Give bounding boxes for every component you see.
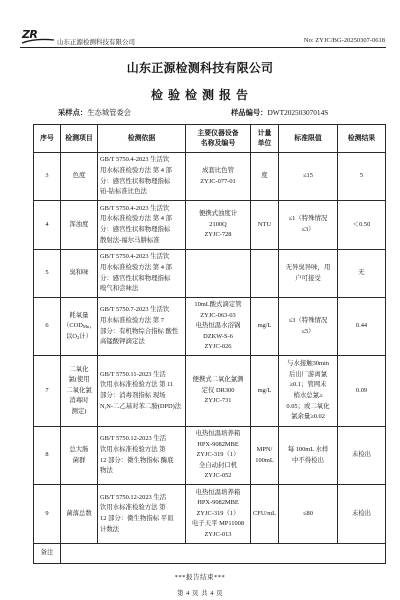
cell-line: ≤3（特殊情况 <box>288 316 328 324</box>
cell-line: 用水标准检验方法 第 4 部 <box>100 215 172 223</box>
cell-line: HPX-9082MBE <box>197 499 239 507</box>
cell-line: 电热恒温水浴锅 <box>195 322 241 330</box>
cell-limit <box>279 153 338 201</box>
subscript-text: Mn <box>82 324 90 330</box>
cell-test-item <box>61 427 98 485</box>
header-divider <box>20 47 386 48</box>
cell-limit <box>279 356 338 427</box>
cell-line: ≤3） <box>301 226 315 233</box>
cell-unit <box>251 298 279 356</box>
text-segment: 以O <box>65 332 77 340</box>
cell-line: 氯余量≥0.02 <box>291 413 325 421</box>
cell-test-method <box>98 250 186 298</box>
cell-serial-no <box>34 427 61 485</box>
cell-line: ZYJC-052 <box>204 472 232 480</box>
cell-line: 0.05；或二氧化 <box>286 402 330 410</box>
cell-line: 5 <box>45 269 49 277</box>
cell-line: 7 <box>45 386 49 394</box>
cell-line: 饮用水标准检验方法 第 11 <box>100 381 174 389</box>
cell-line: 铂-钴标准比色法 <box>100 188 147 196</box>
cell-serial-no <box>34 485 61 544</box>
cell-unit <box>251 356 279 427</box>
table-row <box>34 427 386 485</box>
cell-line: 便携式浊度计 <box>198 210 238 218</box>
cell-line: 后出厂游离氯 <box>288 370 328 378</box>
cell-line: 3 <box>45 172 49 180</box>
column-header-result <box>338 125 386 153</box>
table-row <box>34 298 386 356</box>
cell-line: ≤80 <box>303 509 313 517</box>
cell-line: CFU/mL <box>253 509 277 517</box>
cell-test-item <box>61 201 98 250</box>
cell-unit <box>251 427 279 485</box>
cell-line: 户可接受 <box>295 274 321 282</box>
cell-line: 检测项目 <box>65 134 93 142</box>
cell-line: ZYJC-013 <box>204 530 232 538</box>
cell-line: 分：感官性状和物理指标 <box>100 177 171 185</box>
cell-line: 消毒时 <box>69 397 89 405</box>
cell-line: 浑浊度 <box>69 220 89 228</box>
cell-limit <box>279 201 338 250</box>
cell-line: 中不得检出 <box>292 456 324 464</box>
cell-unit <box>251 250 279 298</box>
cell-instrument <box>186 153 251 201</box>
sampling-point-label: 采样点： <box>58 108 88 117</box>
table-row <box>34 356 386 427</box>
cell-line: 梢水总氯≥ <box>293 392 323 399</box>
sample-number-value: DWT20250307014S <box>267 108 329 117</box>
cell-limit <box>279 298 338 356</box>
cell-line: 2100Q <box>209 220 227 228</box>
logo-swoosh-icon <box>21 37 55 45</box>
cell-line: ≥0.1；管网末 <box>289 381 327 389</box>
cell-serial-no <box>34 356 61 427</box>
cell-line: 主要仪器设备 <box>197 129 239 137</box>
cell-test-item <box>61 153 98 201</box>
cell-line: 测定) <box>71 407 87 415</box>
cell-line: 高锰酸钾滴定法 <box>100 338 145 346</box>
cell-line: GB/T 5750.4-2023 生活饮 <box>100 204 170 212</box>
cell-line: 电热恒温培养箱 <box>195 430 241 438</box>
cell-line: 用水标准检验方法 第 7 <box>100 316 164 324</box>
cell-test-method <box>98 201 186 250</box>
cell-line: 与水接触30min <box>287 360 329 368</box>
sample-number-label: 样品编号： <box>231 108 268 117</box>
cell-line: 全自动封口机 <box>198 461 238 469</box>
cell-line: ≤5） <box>301 327 315 335</box>
cell-line: 菌群 <box>72 456 86 464</box>
cell-instrument <box>186 356 251 427</box>
sampling-point <box>58 108 131 118</box>
column-header-instrument <box>186 125 251 153</box>
cell-line: NTU <box>257 220 272 228</box>
table-header-row <box>34 125 386 153</box>
table-body <box>34 153 386 564</box>
cell-result <box>338 250 386 298</box>
cell-line: 二氧化 <box>69 365 89 373</box>
cell-line: 物法 <box>100 467 113 475</box>
remarks-value <box>61 544 386 564</box>
cell-line: GB/T 5750.7-2023 生活饮 <box>100 306 170 314</box>
cell-line: ＜0.50 <box>352 220 371 228</box>
cell-line: ZYJC-319（1） <box>196 509 240 517</box>
cell-serial-no <box>34 153 61 201</box>
report-end-mark: ***报告结束*** <box>174 574 226 581</box>
cell-test-method <box>98 356 186 427</box>
cell-instrument <box>186 250 251 298</box>
cell-line: 检测结果 <box>347 134 376 142</box>
cell-line: 8 <box>45 451 49 459</box>
text-segment: （COD <box>63 322 83 330</box>
cell-test-item <box>61 298 98 356</box>
cell-line: 耗氧量 <box>69 311 89 319</box>
cell-unit <box>251 153 279 201</box>
cell-line: 每 100mL 水样 <box>287 445 329 453</box>
cell-line: 无异臭异味，用 <box>285 263 331 271</box>
company-logo <box>21 28 55 46</box>
column-header-serial-no <box>34 125 61 153</box>
cell-line: MPN/ <box>256 445 273 453</box>
cell-line: ZYJC-319（1） <box>196 451 240 459</box>
cell-line: 计量 <box>257 129 272 137</box>
cell-line: ZYJC-728 <box>204 231 232 239</box>
remarks-label: 备注 <box>34 544 61 564</box>
cell-result <box>338 201 386 250</box>
cell-line: HPX-9082MBE <box>197 440 239 448</box>
cell-result <box>338 356 386 427</box>
cell-line: 便携式二氧化氯测 <box>192 376 244 384</box>
table-row <box>34 485 386 544</box>
results-table <box>33 124 386 564</box>
cell-instrument <box>186 201 251 250</box>
cell-line: GB/T 5750.11-2023 生活 <box>100 370 166 378</box>
sampling-point-value: 生态城管委会 <box>87 108 131 117</box>
cell-line: 部分：消毒剂指标 现场 <box>100 392 166 399</box>
cell-line: 12 部分：微生物指标 酶底 <box>100 456 174 464</box>
cell-line: 计数法 <box>100 525 120 533</box>
cell-line <box>63 321 95 332</box>
cell-line: ZYJC-077-01 <box>200 177 236 185</box>
cell-test-item <box>61 356 98 427</box>
table-row <box>34 153 386 201</box>
cell-line: 用水标准检验方法 第 4 部 <box>100 263 172 271</box>
column-header-test-method <box>98 125 186 153</box>
cell-test-method <box>98 485 186 544</box>
cell-line: 散射法-福尔马肼标准 <box>100 236 160 244</box>
cell-line: 标准限值 <box>294 134 322 142</box>
cell-line: mg/L <box>257 322 272 330</box>
cell-line: 二氧化氯 <box>66 386 92 394</box>
cell-line: GB/T 5750.4-2023 生活饮 <box>100 156 170 164</box>
cell-line: 0.44 <box>355 322 368 330</box>
cell-unit <box>251 485 279 544</box>
cell-line: 未检出 <box>351 451 372 459</box>
cell-line: 12 部分：微生物指标 平皿 <box>100 515 174 522</box>
cell-line: DZKW-S-6 <box>203 332 233 340</box>
cell-serial-no <box>34 250 61 298</box>
cell-test-item <box>61 250 98 298</box>
sample-number <box>231 108 328 118</box>
cell-line: 色度 <box>72 172 86 180</box>
cell-line: 饮用水标准检验方法 第 <box>100 504 166 512</box>
page-title: 山东正源检测科技有限公司 <box>126 61 274 75</box>
cell-line: 度 <box>261 172 268 180</box>
cell-line: 分：感官性状和物理指标 <box>100 226 171 233</box>
page-number: 第 4 页 共 4 页 <box>176 590 224 597</box>
cell-line: 定仪 DR300 <box>201 386 235 394</box>
cell-line: ≤15 <box>303 172 313 180</box>
cell-test-method <box>98 298 186 356</box>
table-row <box>34 250 386 298</box>
cell-instrument <box>186 427 251 485</box>
text-segment: ， <box>89 322 96 330</box>
cell-result <box>338 298 386 356</box>
cell-line: 部分：有机物综合指标 酸性 <box>100 327 179 335</box>
cell-line: ≤1（特殊情况 <box>288 215 328 223</box>
cell-instrument <box>186 485 251 544</box>
cell-serial-no <box>34 298 61 356</box>
cell-line: 9 <box>45 509 49 517</box>
column-header-limit <box>279 125 338 153</box>
cell-line: 菌落总数 <box>66 509 92 517</box>
cell-serial-no <box>34 201 61 250</box>
cell-unit <box>251 201 279 250</box>
cell-line: 5 <box>359 172 364 180</box>
column-header-test-item <box>61 125 98 153</box>
logo-text: ZR <box>22 28 38 41</box>
cell-line: mg/L <box>257 386 272 394</box>
cell-limit <box>279 427 338 485</box>
cell-line: 0.09 <box>355 386 368 394</box>
cell-line: 臭和味 <box>69 269 89 277</box>
cell-test-method <box>98 153 186 201</box>
cell-line: GB/T 5750.4-2023 生活饮 <box>100 253 170 261</box>
cell-line: 4 <box>45 220 49 228</box>
cell-line: 用水标准检验方法 第 4 部 <box>100 166 172 174</box>
cell-test-method <box>98 427 186 485</box>
text-segment: 计） <box>79 332 93 340</box>
cell-line: 电子天平 MP11008 <box>191 520 245 528</box>
cell-line: 序号 <box>40 134 54 142</box>
cell-instrument <box>186 298 251 356</box>
cell-line: GB/T 5750.12-2023 生活 <box>100 493 167 501</box>
table-row <box>34 201 386 250</box>
cell-line: 10mL酸式滴定管 <box>194 301 242 309</box>
column-header-unit <box>251 125 279 153</box>
cell-line: GB/T 5750.12-2023 生活 <box>100 435 167 443</box>
report-subtitle: 检 验 检 测 报 告 <box>150 88 249 102</box>
cell-result <box>338 485 386 544</box>
cell-line: ZYJC-026 <box>204 343 232 351</box>
cell-line: ZYJC-063-03 <box>200 311 236 319</box>
cell-result <box>338 427 386 485</box>
cell-line: ZYJC-731 <box>204 397 232 405</box>
cell-line: 成套比色管 <box>202 166 234 174</box>
cell-limit <box>279 250 338 298</box>
cell-test-item <box>61 485 98 544</box>
cell-line: 氯(使用 <box>68 376 90 384</box>
cell-line: 无 <box>358 269 365 277</box>
cell-limit <box>279 485 338 544</box>
report-number: No: ZYJC/BG-20250307-0618 <box>303 37 385 44</box>
header-company-name: 山东正源检测科技有限公司 <box>57 39 135 46</box>
cell-line <box>63 332 95 343</box>
cell-line: 电热恒温培养箱 <box>195 488 241 496</box>
cell-line: 名称及编号 <box>200 139 236 147</box>
cell-line: 嗅气和尝味法 <box>100 285 139 293</box>
cell-line: N,N-二乙基对苯二胺(DPD)法 <box>100 402 182 410</box>
cell-line: 分：感官性状和物理指标 <box>100 274 171 282</box>
cell-result <box>338 153 386 201</box>
cell-line: 饮用水标准检验方法 第 <box>100 445 166 453</box>
cell-line: 总大肠 <box>69 445 89 453</box>
cell-line: 检测依据 <box>127 134 156 142</box>
remarks-row <box>34 544 386 564</box>
cell-line: 100mL <box>255 456 274 464</box>
cell-line: 单位 <box>257 139 272 147</box>
cell-line: 未检出 <box>351 509 372 517</box>
subscript-text: 2 <box>76 334 80 340</box>
cell-line: 6 <box>45 322 49 330</box>
